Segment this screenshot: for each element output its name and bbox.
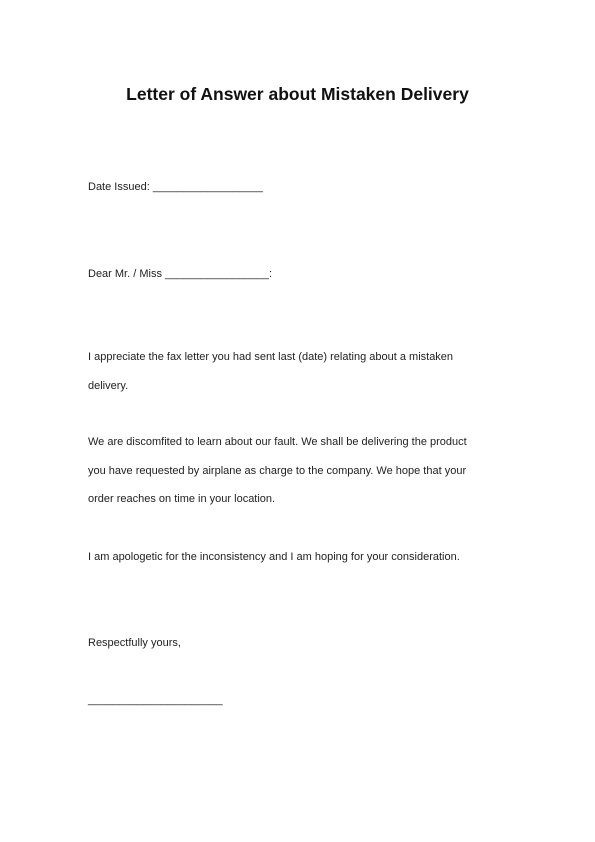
paragraph-line: We are discomfited to learn about our fault. We shall be delivering the product: [88, 436, 467, 448]
signature-line: ______________________: [88, 694, 223, 706]
salutation-line: Dear Mr. / Miss _________________:: [88, 268, 273, 280]
letter-title: Letter of Answer about Mistaken Delivery: [126, 84, 469, 104]
closing-line: Respectfully yours,: [88, 637, 181, 649]
paragraph-line: I appreciate the fax letter you had sent last (date) relating about a mistaken: [88, 351, 454, 363]
paragraph-line: delivery.: [88, 379, 129, 392]
paragraph-apology: I am apologetic for the inconsistency and I am hoping for your consideration.: [88, 551, 460, 563]
paragraph-line: order reaches on time in your location.: [88, 493, 276, 505]
paragraph-delivery: [88, 428, 508, 514]
paragraph-line: you have requested by airplane as charge to the company. We hope that your: [88, 464, 467, 477]
date-issued-line: Date Issued: __________________: [88, 181, 263, 193]
paragraph-appreciation: [88, 343, 508, 400]
